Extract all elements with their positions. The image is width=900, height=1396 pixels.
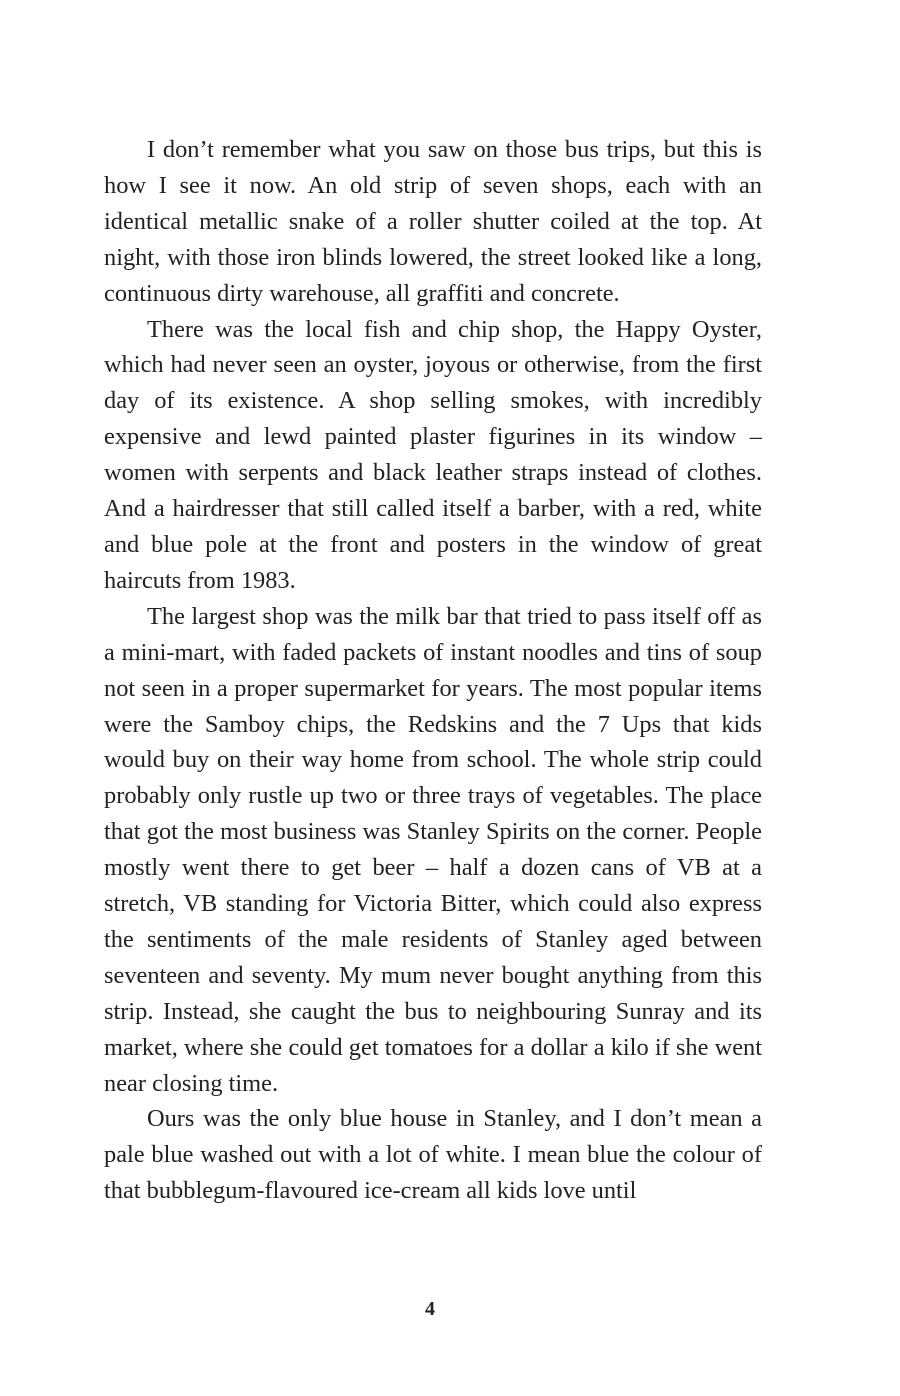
page-number: 4 [425, 1298, 435, 1320]
paragraph-2: There was the local fish and chip shop, the Happy Oyster, which had never seen an oyster, joyous or otherwise, from the first day of its existence. A shop selling smokes, with incredibly expensive and lewd painted plaster figurines in its window – women with serpents and black leather straps instead of clothes. And a hairdresser that still called itself a barber, with a red, white and blue pole at the front and posters in the window of great haircuts from 1983. [104, 315, 762, 594]
paragraph-4: Ours was the only blue house in Stanley, and I don’t mean a pale blue washed out with a lot of white. I mean blue the colour of that bubblegum-flavoured ice-cream all kids love until [104, 1105, 762, 1205]
paragraph-3: The largest shop was the milk bar that tried to pass itself off as a mini-mart, with faded packets of instant noodles and tins of soup not seen in a proper supermarket for years. The most popular items were the Samboy chips, the Redskins and the 7 Ups that kids would buy on their way home from school. The whole strip could probably only rustle up two or three trays of vegetables. The place that got the most business was Stanley Spirits on the corner. People mostly went there to get beer – half a dozen cans of VB at a stretch, VB standing for Victoria Bitter, which could also express the sentiments of the male residents of Stanley aged between seventeen and seventy. My mum never bought anything from this strip. Instead, she caught the bus to neighbouring Sunray and its market, where she could get tomatoes for a dollar a kilo if she went near closing time. [104, 602, 762, 1097]
body-text [104, 132, 762, 1209]
paragraph-1: I don’t remember what you saw on those bus trips, but this is how I see it now. An old strip of seven shops, each with an identical metallic snake of a roller shutter coiled at the top. At night, with those iron blinds lowered, the street looked like a long, continuous dirty warehouse, all graffiti and concrete. [104, 136, 762, 307]
